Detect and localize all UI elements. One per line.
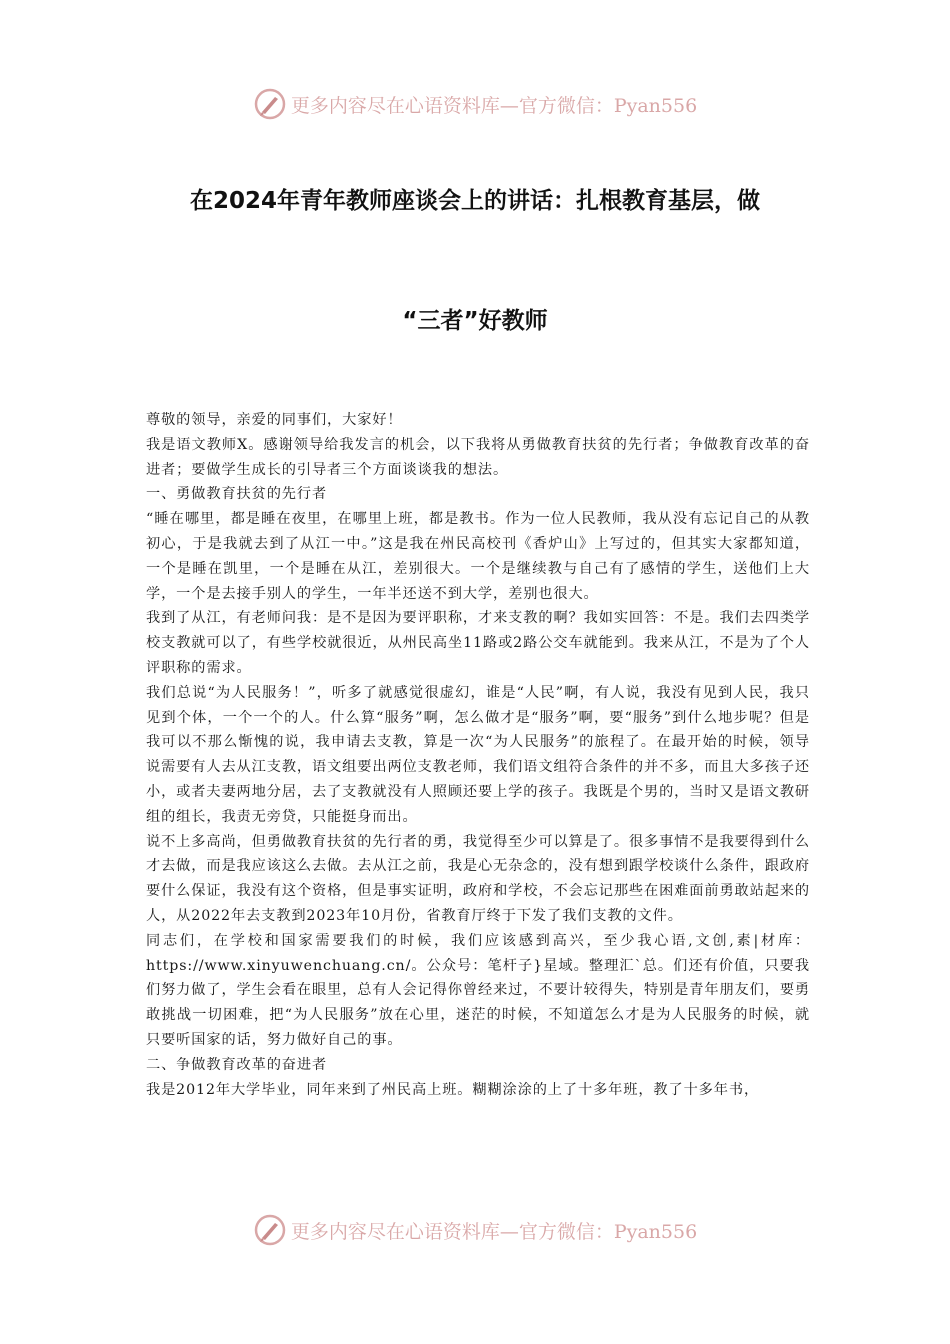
watermark-banner-bottom: [0, 1210, 950, 1250]
paragraph: 同志们，在学校和国家需要我们的时候，我们应该感到高兴，至少我心语,文创,素|材库：https://www.xinyuwenchuang.cn/。公众号：笔杆子}星域。整理汇`总。们还有价值，只要我们努力做了，学生会看在眼里，总有人会记得你曾经来过，不要计较得失，特别是青年朋友们，要勇敢挑战一切困难，把“为人民服务”放在心里，迷茫的时候，不知道怎么才是为人民服务的时候，就只要听国家的话，努力做好自己的事。: [146, 932, 810, 1048]
section-heading: 一、勇做教育扶贫的先行者: [146, 486, 328, 503]
paragraph: “睡在哪里，都是睡在夜里，在哪里上班，都是教书。作为一位人民教师，我从没有忘记自己的从教初心，于是我就去到了从江一中。”这是我在州民高校刊《香炉山》上写过的，但其实大家都知道，一个是睡在凯里，一个是睡在从江，差别很大。一个是继续教与自己有了感情的学生，送他们上大学，一个是去接手别人的学生，一年半还送不到大学，差别也很大。: [146, 511, 810, 602]
paragraph: 我是2012年大学毕业，同年来到了州民高上班。糊糊涂涂的上了十多年班，教了十多年书，: [146, 1081, 760, 1098]
paragraph: 尊敬的领导，亲爱的同事们，大家好！: [146, 412, 403, 428]
watermark-banner-top: [0, 84, 950, 124]
paragraph: 说不上多高尚，但勇做教育扶贫的先行者的勇，我觉得至少可以算是了。很多事情不是我要得到什么才去做，而是我应该这么去做。去从江之前，我是心无杂念的，没有想到跟学校谈什么条件，跟政府要什么保证，我没有这个资格，但是事实证明，政府和学校，不会忘记那些在困难面前勇敢站起来的人，从2022年去支教到2023年10月份，省教育厅终于下发了我们支教的文件。: [146, 833, 810, 924]
pen-logo-icon: [253, 87, 287, 121]
pen-logo-icon: [253, 1213, 287, 1247]
paragraph: 我到了从江，有老师问我：是不是因为要评职称，才来支教的啊？我如实回答：不是。我们去四类学校支教就可以了，有些学校就很近，从州民高坐11路或2路公交车就能到。我来从江，不是为了个人评职称的需求。: [146, 610, 810, 676]
watermark-text: 更多内容尽在心语资料库—官方微信：Pyan556: [290, 94, 698, 117]
paragraph: 我是语文教师X。感谢领导给我发言的机会，以下我将从勇做教育扶贫的先行者；争做教育改革的奋进者；要做学生成长的引导者三个方面谈谈我的想法。: [146, 436, 810, 478]
paragraph: 我们总说“为人民服务！”，听多了就感觉很虚幻，谁是“人民”啊，有人说，我没有见到人民，我只见到个体，一个一个的人。什么算“服务”啊，怎么做才是“服务”啊，要“服务”到什么地步呢？但是我可以不那么惭愧的说，我申请去支教，算是一次“为人民服务”的旅程了。在最开始的时候，领导说需要有人去从江支教，语文组要出两位支教老师，我们语文组符合条件的并不多，而且大多孩子还小，或者夫妻两地分居，去了支教就没有人照顾还要上学的孩子。我既是个男的，当时又是语文教研组的组长，我责无旁贷，只能挺身而出。: [146, 684, 810, 825]
document-body: [146, 408, 810, 1102]
document-title-line2: “三者”好教师: [402, 308, 548, 334]
watermark-text: 更多内容尽在心语资料库—官方微信：Pyan556: [290, 1220, 698, 1243]
section-heading: 二、争做教育改革的奋进者: [146, 1056, 328, 1073]
document-title-line1: 在2024年青年教师座谈会上的讲话：扎根教育基层，做: [189, 188, 760, 214]
